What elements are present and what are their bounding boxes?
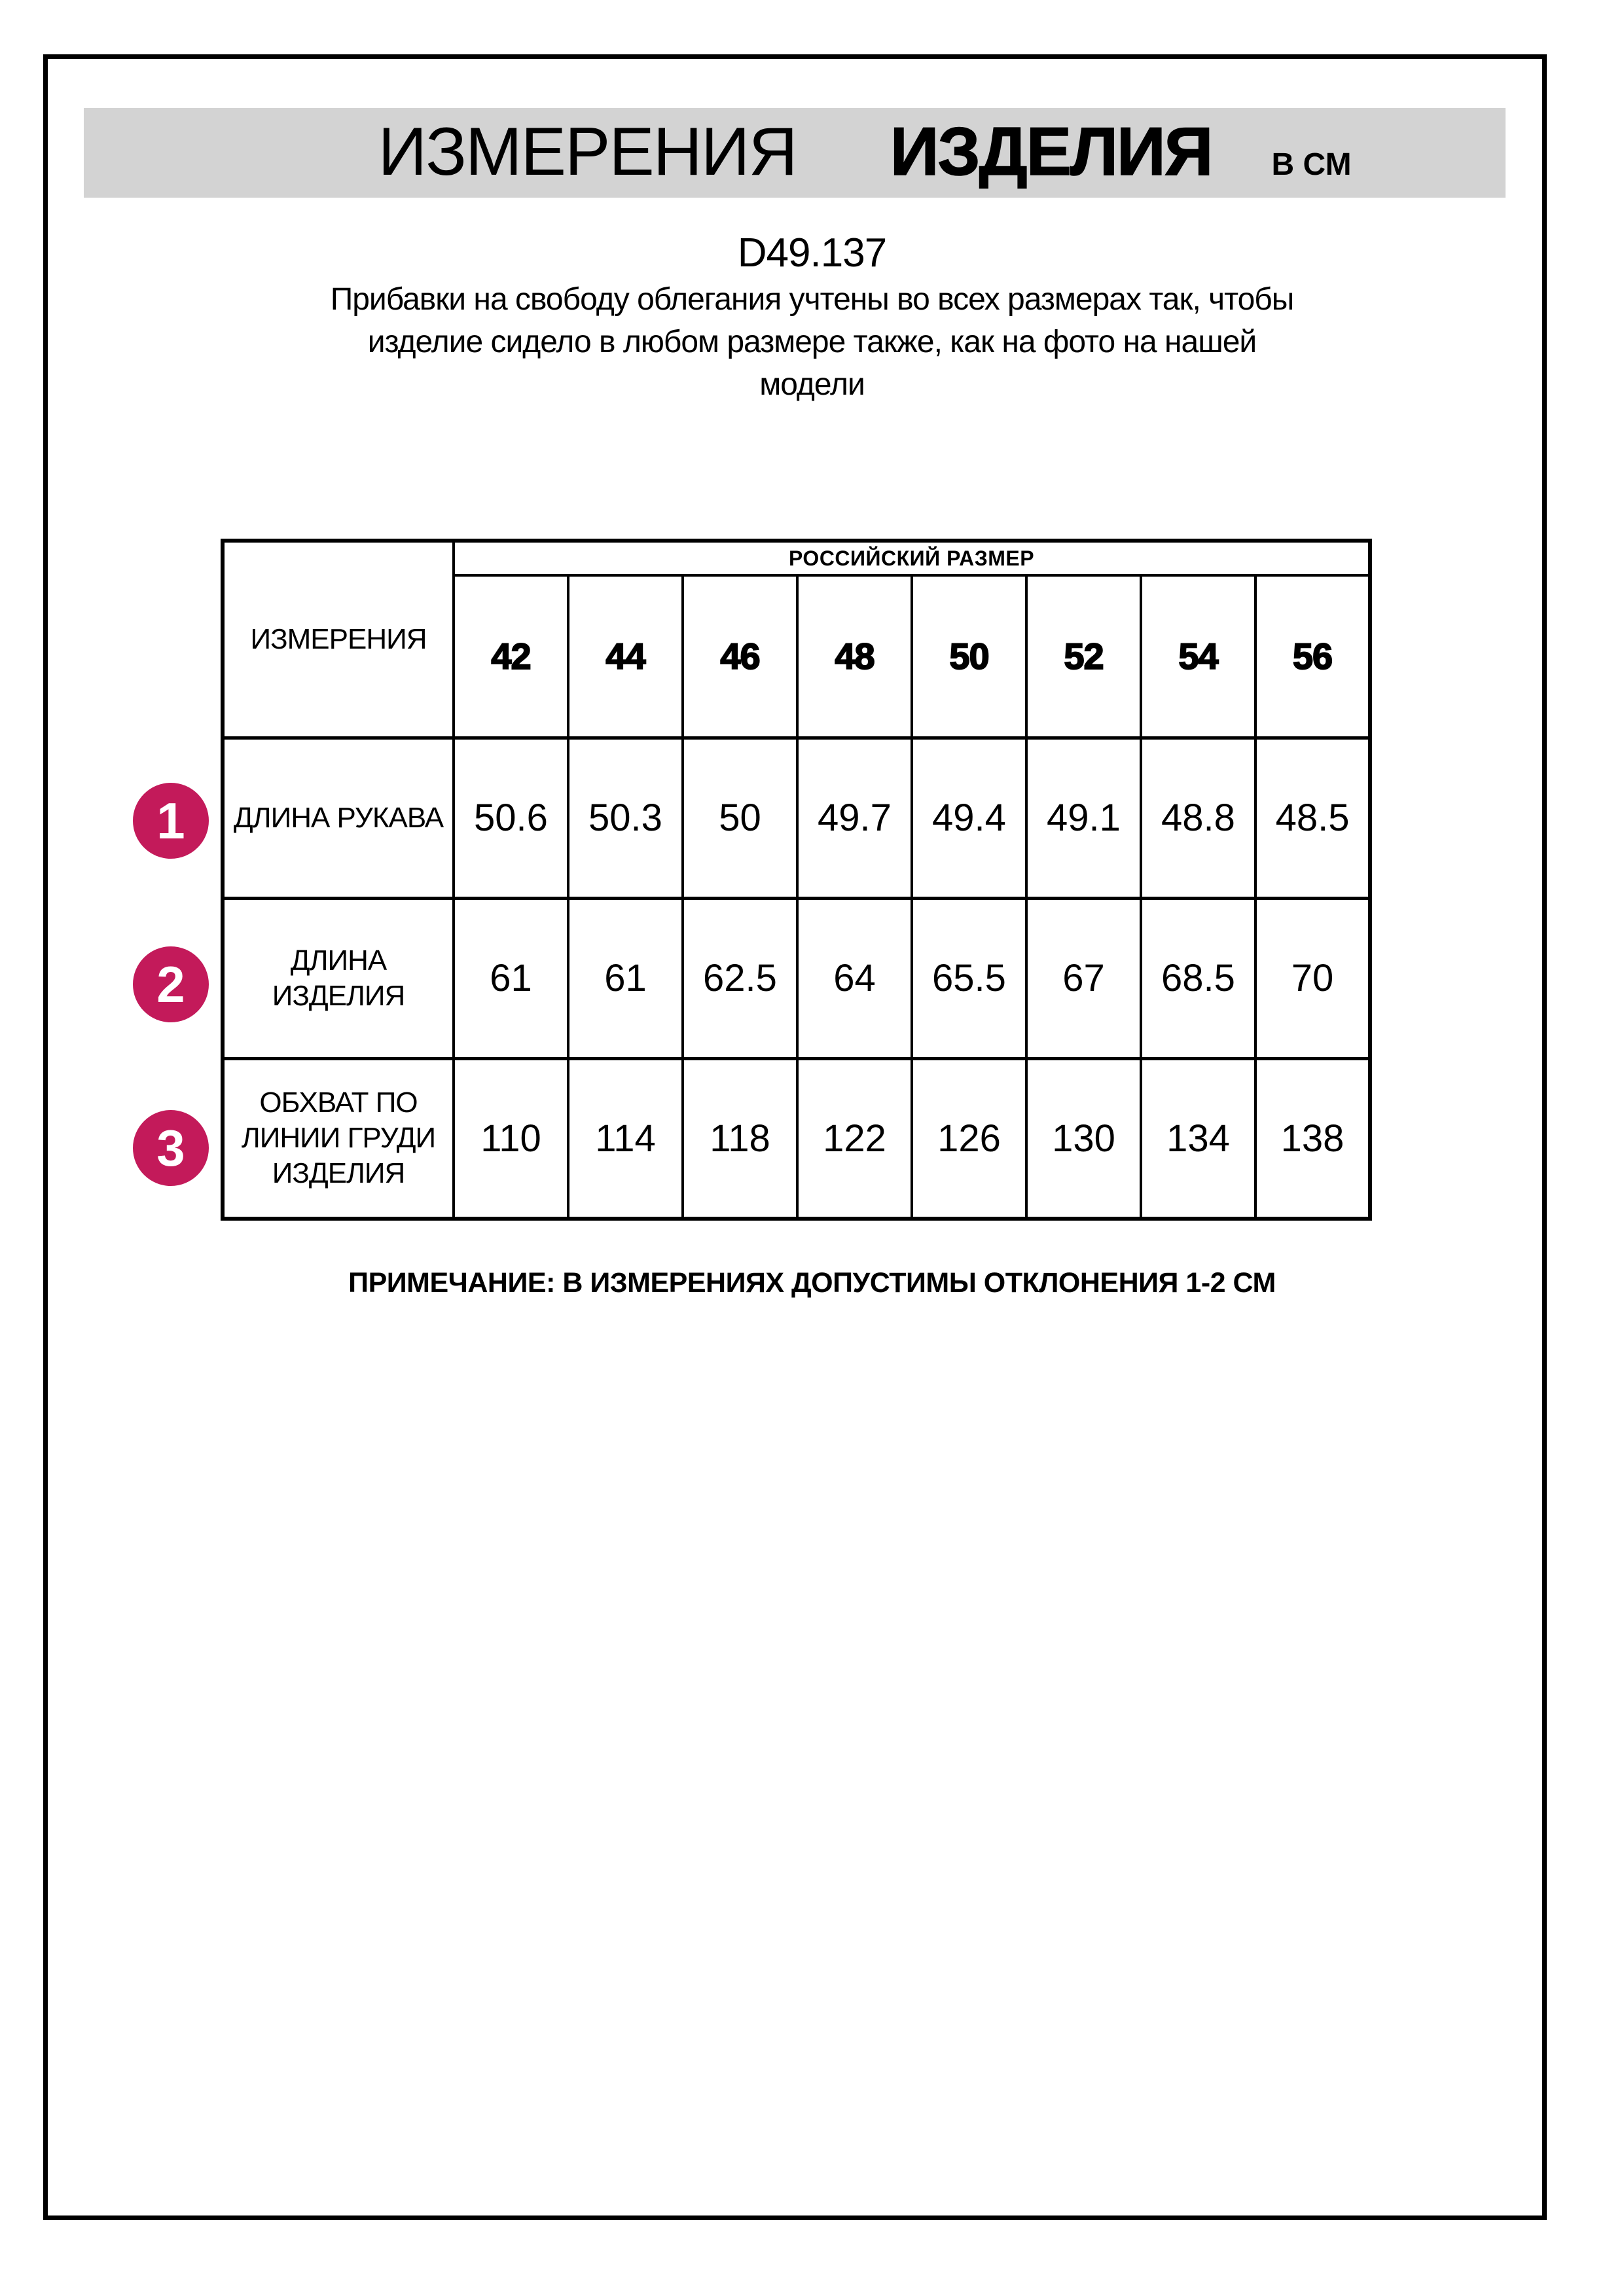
value-cell: 110	[454, 1058, 568, 1219]
corner-header-cell: ИЗМЕРЕНИЯ	[223, 541, 454, 738]
model-code: D49.137	[737, 230, 887, 276]
value-cell: 50.6	[454, 738, 568, 898]
value-cell: 68.5	[1141, 898, 1255, 1058]
title-unit-label: В СМ	[1271, 147, 1352, 182]
note-text: ПРИМЕЧАНИЕ: В ИЗМЕРЕНИЯХ ДОПУСТИМЫ ОТКЛОНЕНИЯ 1-2 СМ	[348, 1267, 1276, 1299]
row-label-line: ЛИНИИ ГРУДИ	[241, 1122, 436, 1155]
measurement-row-sleeve-length	[223, 738, 1370, 898]
value-cell: 130	[1026, 1058, 1141, 1219]
value-cell: 134	[1141, 1058, 1255, 1219]
size-header-cell-46: 46	[683, 575, 797, 738]
value-cell: 65.5	[912, 898, 1026, 1058]
value-cell: 118	[683, 1058, 797, 1219]
value-cell: 49.1	[1026, 738, 1141, 898]
row-label-cell	[223, 898, 454, 1058]
title-word-product: ИЗДЕЛИЯ	[890, 114, 1212, 190]
measurement-row-chest-girth	[223, 1058, 1370, 1219]
row-label-line: ИЗДЕЛИЯ	[272, 979, 405, 1012]
size-header-cell-56: 56	[1255, 575, 1370, 738]
intro-line-2: изделие сидело в любом размере также, как на фото на нашей	[367, 325, 1257, 359]
size-system-header-cell: РОССИЙСКИЙ РАЗМЕР	[454, 541, 1370, 575]
value-cell: 64	[797, 898, 912, 1058]
size-header-cell-48: 48	[797, 575, 912, 738]
row-label-line: ОБХВАТ ПО	[259, 1086, 418, 1119]
value-cell: 49.4	[912, 738, 1026, 898]
row-marker-badge-3: 3	[133, 1110, 209, 1186]
value-cell: 61	[454, 898, 568, 1058]
row-label-cell	[223, 1058, 454, 1219]
row-label-line: ИЗДЕЛИЯ	[272, 1157, 405, 1190]
value-cell: 50.3	[568, 738, 683, 898]
title-word-measurements: ИЗМЕРЕНИЯ	[378, 114, 797, 190]
value-cell: 138	[1255, 1058, 1370, 1219]
intro-line-3: модели	[759, 367, 865, 402]
value-cell: 50	[683, 738, 797, 898]
intro-line-1: Прибавки на свободу облегания учтены во всех размерах так, чтобы	[330, 282, 1294, 317]
size-table	[221, 539, 1372, 1221]
row-marker-badge-1: 1	[133, 783, 209, 859]
row-marker-badge-2: 2	[133, 946, 209, 1022]
size-system-header-row	[223, 541, 1370, 575]
size-header-cell-50: 50	[912, 575, 1026, 738]
row-label-line: ДЛИНА РУКАВА	[233, 801, 444, 834]
value-cell: 122	[797, 1058, 912, 1219]
row-label-cell	[223, 738, 454, 898]
measurement-row-product-length	[223, 898, 1370, 1058]
title-banner	[84, 108, 1506, 198]
value-cell: 48.8	[1141, 738, 1255, 898]
value-cell: 114	[568, 1058, 683, 1219]
value-cell: 61	[568, 898, 683, 1058]
size-header-cell-52: 52	[1026, 575, 1141, 738]
value-cell: 62.5	[683, 898, 797, 1058]
value-cell: 67	[1026, 898, 1141, 1058]
intro-paragraph	[0, 278, 1624, 406]
value-cell: 48.5	[1255, 738, 1370, 898]
size-header-cell-44: 44	[568, 575, 683, 738]
value-cell: 49.7	[797, 738, 912, 898]
size-header-cell-54: 54	[1141, 575, 1255, 738]
row-label-line: ДЛИНА	[290, 944, 387, 977]
size-header-cell-42: 42	[454, 575, 568, 738]
value-cell: 126	[912, 1058, 1026, 1219]
value-cell: 70	[1255, 898, 1370, 1058]
